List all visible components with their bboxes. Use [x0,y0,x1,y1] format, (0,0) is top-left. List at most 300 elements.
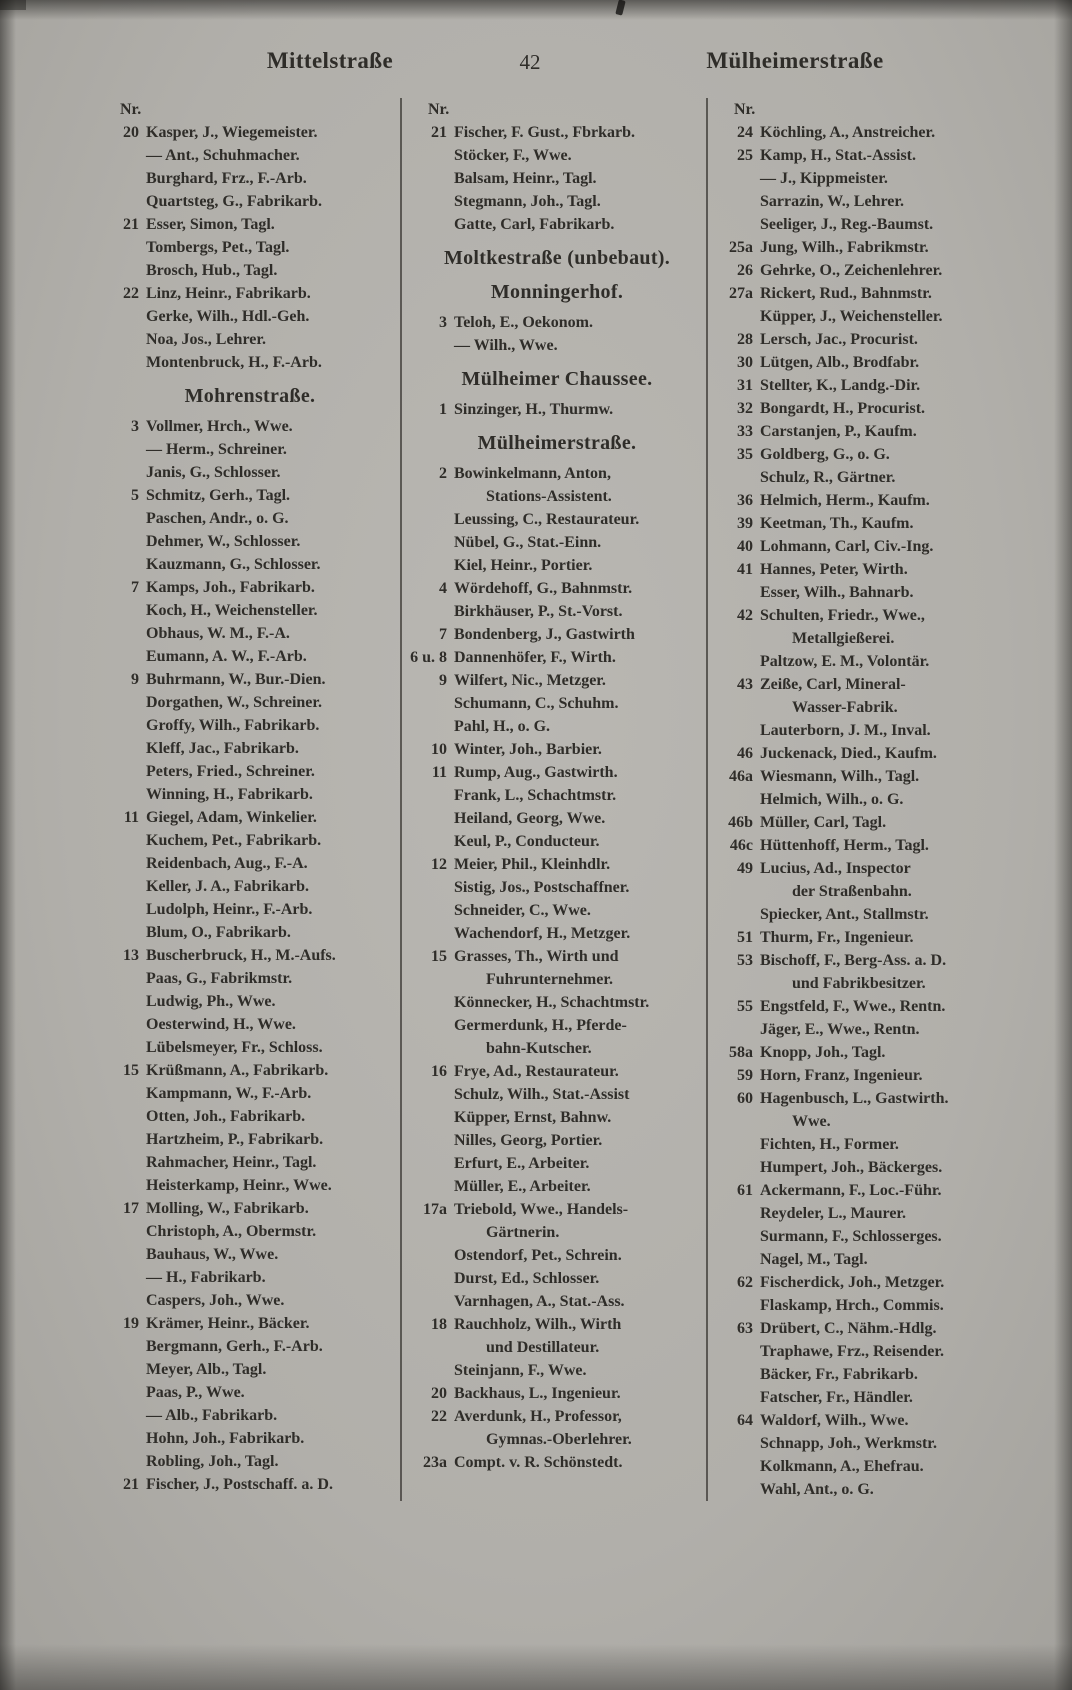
house-number [100,1243,146,1266]
directory-entry [408,876,706,899]
house-number [408,968,454,991]
street-heading: Mülheimerstraße. [477,432,637,454]
house-number: 58a [729,1044,753,1061]
house-number [100,530,146,553]
directory-entry [714,1478,1012,1501]
directory-entry [714,1455,1012,1478]
house-number: 27a [729,285,753,302]
house-number [714,650,760,673]
entry-text: Küpper, Ernst, Bahnw. [454,1109,612,1126]
entry-text: Kolkmann, A., Ehefrau. [760,1458,924,1475]
entry-text: Traphawe, Frz., Reisender. [760,1343,944,1360]
entry-text: Gärtnerin. [486,1224,560,1241]
house-number: 15 [123,1062,139,1079]
directory-entry [100,737,400,760]
directory-entry [100,1036,400,1059]
entry-text: Fischerdick, Joh., Metzger. [760,1274,945,1291]
directory-entry [408,1221,706,1244]
directory-entry [714,811,1012,834]
entry-text: Keller, J. A., Fabrikarb. [146,878,309,895]
house-number: 53 [737,952,753,969]
entry-text: Schulz, Wilh., Stat.-Assist [454,1086,630,1103]
directory-entry [408,577,706,600]
directory-entry [408,1198,706,1221]
house-number: 25a [729,239,753,256]
directory-entry [100,760,400,783]
entry-text: — H., Fabrikarb. [146,1269,266,1286]
house-number [100,1404,146,1427]
page-number: 42 [519,50,541,74]
directory-entry [714,1409,1012,1432]
house-number: 15 [431,948,447,965]
house-number: 6 u. 8 [410,649,447,666]
house-number: 24 [737,124,753,141]
entry-text: Gehrke, O., Zeichenlehrer. [760,262,943,279]
directory-entry [714,466,1012,489]
entry-text: Robling, Joh., Tagl. [146,1453,279,1470]
entry-text: Durst, Ed., Schlosser. [454,1270,600,1287]
directory-entry [100,1404,400,1427]
house-number [714,1018,760,1041]
entry-text: Rahmacher, Heinr., Tagl. [146,1154,317,1171]
house-number: 5 [131,487,139,504]
house-number [100,760,146,783]
entry-text: Molling, W., Fabrikarb. [146,1200,309,1217]
entry-text: Nilles, Georg, Portier. [454,1132,603,1149]
entry-text: Waldorf, Wilh., Wwe. [760,1412,909,1429]
entry-text: Keetman, Th., Kaufm. [760,515,914,532]
nr-label: Nr. [120,101,142,118]
entry-text: Peters, Fried., Schreiner. [146,763,315,780]
entry-text: Vollmer, Hrch., Wwe. [146,418,293,435]
entry-text: Steinjann, F., Wwe. [454,1362,587,1379]
directory-entry [408,1267,706,1290]
house-number [100,737,146,760]
house-number [100,599,146,622]
directory-entry [714,1363,1012,1386]
directory-entry [100,1174,400,1197]
entry-text: Paas, G., Fabrikmstr. [146,970,293,987]
house-number [408,922,454,945]
directory-entry [714,121,1012,144]
entry-text: Bischoff, F., Berg-Ass. a. D. [760,952,947,969]
house-number [408,1336,454,1359]
directory-entry [100,1197,400,1220]
house-number: 19 [123,1315,139,1332]
house-number [408,334,454,357]
entry-text: Frye, Ad., Restaurateur. [454,1063,619,1080]
entry-text: Winning, H., Fabrikarb. [146,786,313,803]
directory-entry [100,259,400,282]
entry-text: Wahl, Ant., o. G. [760,1481,874,1498]
directory-entry [408,945,706,968]
house-number [408,991,454,1014]
house-number: 11 [431,764,447,781]
directory-entry [408,1382,706,1405]
house-number [714,627,760,650]
entry-text: Blum, O., Fabrikarb. [146,924,291,941]
entry-text: Juckenack, Died., Kaufm. [760,745,937,762]
house-number: 11 [123,809,139,826]
entry-text: — Wilh., Wwe. [454,337,558,354]
entry-text: Noa, Jos., Lehrer. [146,331,266,348]
house-number: 43 [737,676,753,693]
directory-entry [408,1359,706,1382]
entry-text: Paltzow, E. M., Volontär. [760,653,930,670]
entry-text: Schulten, Friedr., Wwe., [760,607,925,624]
directory-entry [408,761,706,784]
entry-text: Ludolph, Heinr., F.-Arb. [146,901,313,918]
house-number [100,236,146,259]
entry-text: Wwe. [792,1113,831,1130]
directory-entry [714,1110,1012,1133]
entry-text: Heiland, Georg, Wwe. [454,810,606,827]
house-number [100,898,146,921]
directory-entry [100,714,400,737]
directory-entry [408,190,706,213]
house-number [714,1225,760,1248]
house-number: 32 [737,400,753,417]
house-number: 28 [737,331,753,348]
entry-text: Otten, Joh., Fabrikarb. [146,1108,306,1125]
house-number: 13 [123,947,139,964]
house-number: 31 [737,377,753,394]
house-number: 22 [123,285,139,302]
house-number [100,921,146,944]
directory-entry [714,581,1012,604]
house-number: 9 [131,671,139,688]
entry-text: Janis, G., Schlosser. [146,464,281,481]
house-number [100,1335,146,1358]
house-number [408,190,454,213]
entry-text: Dehmer, W., Schlosser. [146,533,301,550]
entry-text: Teloh, E., Oekonom. [454,314,593,331]
entry-text: Hagenbusch, L., Gastwirth. [760,1090,949,1107]
directory-entry [408,508,706,531]
house-number [714,581,760,604]
directory-entry [408,1060,706,1083]
directory-entry [714,1294,1012,1317]
directory-entry [100,990,400,1013]
house-number [100,190,146,213]
house-number [408,1037,454,1060]
house-number: 25 [737,147,753,164]
house-number [714,788,760,811]
entry-text: Triebold, Wwe., Handels- [454,1201,629,1218]
house-number: 51 [737,929,753,946]
entry-text: Pahl, H., o. G. [454,718,551,735]
directory-entry [100,944,400,967]
house-number: 46b [728,814,753,831]
entry-text: Stöcker, F., Wwe. [454,147,572,164]
directory-columns [100,98,1012,1501]
house-number [408,1175,454,1198]
entry-text: Fischer, J., Postschaff. a. D. [146,1476,333,1493]
entry-text: Frank, L., Schachtmstr. [454,787,617,804]
directory-entry [714,558,1012,581]
entry-text: Hüttenhoff, Herm., Tagl. [760,837,929,854]
directory-entry [100,1151,400,1174]
house-number [408,1428,454,1451]
house-number [100,990,146,1013]
entry-text: Bäcker, Fr., Fabrikarb. [760,1366,918,1383]
directory-entry [100,438,400,461]
directory-entry [714,351,1012,374]
house-number: 16 [431,1063,447,1080]
entry-text: Keul, P., Conducteur. [454,833,600,850]
house-number [714,1363,760,1386]
entry-text: Schumann, C., Schuhm. [454,695,619,712]
house-number: 23a [423,1454,447,1471]
directory-entry [100,829,400,852]
directory-entry [408,1451,706,1474]
directory-entry [100,415,400,438]
house-number [408,715,454,738]
entry-text: Linz, Heinr., Fabrikarb. [146,285,311,302]
house-number: 46a [729,768,753,785]
directory-entry [714,190,1012,213]
entry-text: Dorgathen, W., Schreiner. [146,694,323,711]
entry-text: Sinzinger, H., Thurmw. [454,401,614,418]
entry-text: Wasser-Fabrik. [792,699,898,716]
entry-text: Kleff, Jac., Fabrikarb. [146,740,299,757]
directory-entry [100,1427,400,1450]
entry-text: Caspers, Joh., Wwe. [146,1292,285,1309]
house-number: 9 [439,672,447,689]
house-number [408,485,454,508]
house-number [408,876,454,899]
entry-text: Koch, H., Weichensteller. [146,602,318,619]
column-3 [706,98,1012,1501]
house-number: 33 [737,423,753,440]
entry-text: Rump, Aug., Gastwirth. [454,764,618,781]
directory-entry [714,167,1012,190]
directory-entry [714,259,1012,282]
directory-entry [714,719,1012,742]
directory-entry [100,1128,400,1151]
house-number [408,1014,454,1037]
house-number: 61 [737,1182,753,1199]
directory-entry [100,1335,400,1358]
entry-text: Sarrazin, W., Lehrer. [760,193,905,210]
street-heading: Mohrenstraße. [184,385,316,407]
entry-text: Schulz, R., Gärtner. [760,469,896,486]
house-number [408,1267,454,1290]
house-number [408,1129,454,1152]
entry-text: Fatscher, Fr., Händler. [760,1389,913,1406]
entry-text: Erfurt, E., Arbeiter. [454,1155,590,1172]
entry-text: Kampmann, W., F.-Arb. [146,1085,312,1102]
house-number: 64 [737,1412,753,1429]
directory-entry [100,852,400,875]
house-number [714,880,760,903]
house-number: 20 [431,1385,447,1402]
house-number: 39 [737,515,753,532]
house-number: 40 [737,538,753,555]
entry-text: Fichten, H., Former. [760,1136,899,1153]
entry-text: Groffy, Wilh., Fabrikarb. [146,717,320,734]
directory-entry [408,167,706,190]
directory-entry [100,236,400,259]
entry-text: Nagel, M., Tagl. [760,1251,868,1268]
directory-entry [100,576,400,599]
house-number [100,691,146,714]
column-2 [400,98,706,1501]
directory-entry [714,213,1012,236]
house-number [100,1105,146,1128]
entry-text: Compt. v. R. Schönstedt. [454,1454,623,1471]
entry-text: Ostendorf, Pet., Schrein. [454,1247,622,1264]
entry-text: Bauhaus, W., Wwe. [146,1246,279,1263]
house-number [408,144,454,167]
house-number [714,305,760,328]
entry-text: Lucius, Ad., Inspector [760,860,911,877]
entry-text: Kuchem, Pet., Fabrikarb. [146,832,322,849]
directory-entry [100,213,400,236]
house-number: 17 [123,1200,139,1217]
entry-text: Kamp, H., Stat.-Assist. [760,147,917,164]
entry-text: Rickert, Rud., Bahnmstr. [760,285,932,302]
house-number [100,351,146,374]
entry-text: Birkhäuser, P., St.-Vorst. [454,603,623,620]
house-number [100,1151,146,1174]
directory-entry [714,903,1012,926]
directory-entry [714,420,1012,443]
house-number: 2 [439,465,447,482]
house-number [714,190,760,213]
directory-entry [408,807,706,830]
directory-entry [714,1156,1012,1179]
house-number: 21 [431,124,447,141]
house-number [100,1427,146,1450]
house-number [100,1289,146,1312]
directory-entry [714,1340,1012,1363]
house-number [714,1294,760,1317]
entry-text: Meyer, Alb., Tagl. [146,1361,267,1378]
entry-text: Stellter, K., Landg.-Dir. [760,377,921,394]
entry-text: Knopp, Joh., Tagl. [760,1044,886,1061]
entry-text: Giegel, Adam, Winkelier. [146,809,317,826]
directory-entry [714,972,1012,995]
entry-text: Stegmann, Joh., Tagl. [454,193,601,210]
directory-entry [408,646,706,669]
directory-entry [714,1179,1012,1202]
entry-text: Burghard, Frz., F.-Arb. [146,170,307,187]
house-number [714,1133,760,1156]
entry-text: Rauchholz, Wilh., Wirth [454,1316,622,1333]
street-heading: Moltkestraße (unbebaut). [443,247,671,269]
directory-entry [100,1289,400,1312]
entry-text: Drübert, C., Nähm.-Hdlg. [760,1320,937,1337]
directory-entry [408,1175,706,1198]
entry-text: Lersch, Jac., Procurist. [760,331,918,348]
entry-text: Wiesmann, Wilh., Tagl. [760,768,920,785]
street-heading: Monningerhof. [490,281,624,303]
directory-entry [408,311,706,334]
house-number [100,1128,146,1151]
directory-entry [714,144,1012,167]
directory-entry [100,121,400,144]
entry-text: Lauterborn, J. M., Inval. [760,722,931,739]
directory-entry [100,1059,400,1082]
directory-entry [100,328,400,351]
entry-text: Balsam, Heinr., Tagl. [454,170,597,187]
entry-text: Lübelsmeyer, Fr., Schloss. [146,1039,323,1056]
house-number: 36 [737,492,753,509]
directory-entry [100,351,400,374]
house-number [408,1106,454,1129]
directory-entry [100,1105,400,1128]
directory-entry [408,692,706,715]
directory-entry [100,875,400,898]
entry-text: Grasses, Th., Wirth und [454,948,619,965]
nr-label: Nr. [734,101,756,118]
house-number [100,167,146,190]
house-number [100,507,146,530]
house-number: 30 [737,354,753,371]
entry-text: Esser, Wilh., Bahnarb. [760,584,914,601]
house-number: 46c [729,837,753,854]
house-number: 62 [737,1274,753,1291]
house-number: 21 [123,1476,139,1493]
house-number: 41 [737,561,753,578]
directory-entry [408,853,706,876]
directory-entry [408,784,706,807]
directory-entry [714,1225,1012,1248]
directory-entry [714,604,1012,627]
house-number [714,167,760,190]
directory-entry [408,968,706,991]
directory-entry [100,921,400,944]
entry-text: — J., Kippmeister. [760,170,888,187]
house-number [408,600,454,623]
directory-entry [100,1013,400,1036]
entry-text: Flaskamp, Hrch., Commis. [760,1297,944,1314]
directory-entry [100,806,400,829]
house-number [408,1290,454,1313]
directory-entry [408,398,706,421]
entry-text: — Alb., Fabrikarb. [146,1407,278,1424]
entry-text: Bowinkelmann, Anton, [454,465,611,482]
directory-entry [714,788,1012,811]
directory-entry [714,1317,1012,1340]
house-number: 3 [439,314,447,331]
house-number: 42 [737,607,753,624]
directory-entry [408,830,706,853]
entry-text: Sistig, Jos., Postschaffner. [454,879,630,896]
entry-text: Lohmann, Carl, Civ.-Ing. [760,538,934,555]
house-number [100,144,146,167]
directory-entry [408,600,706,623]
house-number: 59 [737,1067,753,1084]
house-number [408,1359,454,1382]
entry-text: Hohn, Joh., Fabrikarb. [146,1430,305,1447]
directory-entry [100,599,400,622]
house-number: 20 [123,124,139,141]
entry-text: Metallgießerei. [792,630,895,647]
entry-text: Hannes, Peter, Wirth. [760,561,908,578]
entry-text: Dannenhöfer, F., Wirth. [454,649,616,666]
directory-entry [408,1037,706,1060]
running-title-right: Mülheimerstraße [706,48,884,73]
entry-text: und Destillateur. [486,1339,600,1356]
directory-entry [714,1432,1012,1455]
entry-text: Jäger, E., Wwe., Rentn. [760,1021,920,1038]
house-number [408,1221,454,1244]
house-number [714,1432,760,1455]
directory-entry [714,1018,1012,1041]
entry-text: Oesterwind, H., Wwe. [146,1016,296,1033]
